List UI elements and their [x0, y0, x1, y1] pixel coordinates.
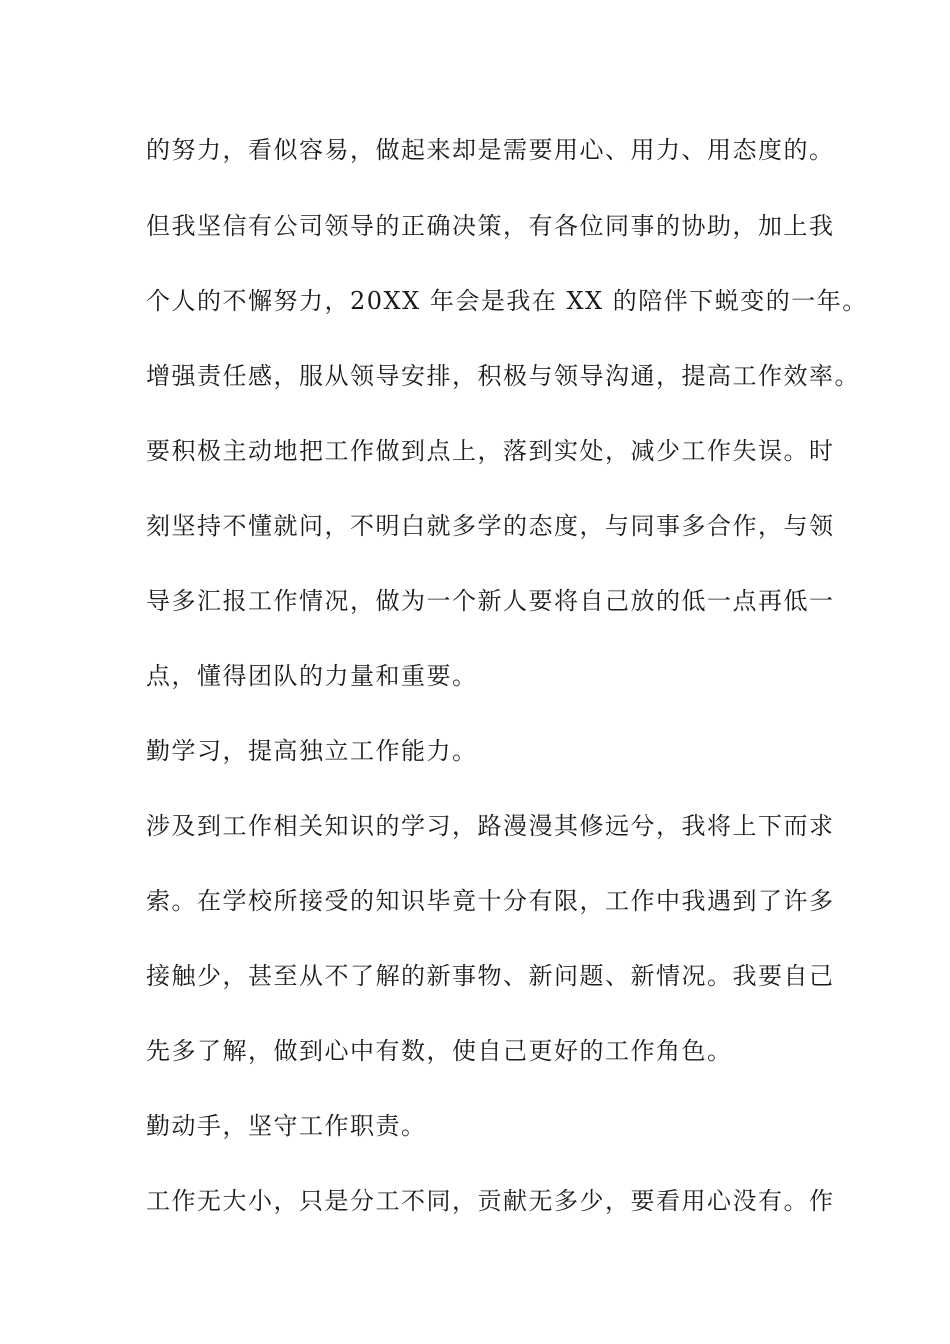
text-line: 增强责任感，服从领导安排，积极与领导沟通，提高工作效率。 [146, 362, 860, 390]
text-line: 但我坚信有公司领导的正确决策，有各位同事的协助，加上我 [146, 212, 835, 240]
text-line: 接触少，甚至从不了解的新事物、新问题、新情况。我要自己 [146, 962, 835, 990]
text-line: 工作无大小，只是分工不同，贡献无多少，要看用心没有。作 [146, 1187, 835, 1215]
text-line: 个人的不懈努力，20XX 年会是我在 XX 的陪伴下蜕变的一年。 [146, 287, 868, 315]
text-line: 刻坚持不懂就问，不明白就多学的态度，与同事多合作，与领 [146, 512, 835, 540]
text-line: 要积极主动地把工作做到点上，落到实处，减少工作失误。时 [146, 437, 835, 465]
text-line: 涉及到工作相关知识的学习，路漫漫其修远兮，我将上下而求 [146, 812, 835, 840]
section-heading: 勤动手，坚守工作职责。 [146, 1112, 427, 1140]
text-line: 导多汇报工作情况，做为一个新人要将自己放的低一点再低一 [146, 587, 835, 615]
section-heading: 勤学习，提高独立工作能力。 [146, 737, 478, 765]
text-line: 先多了解，做到心中有数，使自己更好的工作角色。 [146, 1037, 733, 1065]
text-line: 点，懂得团队的力量和重要。 [146, 662, 478, 690]
text-line: 索。在学校所接受的知识毕竟十分有限，工作中我遇到了许多 [146, 887, 835, 915]
text-line: 的努力，看似容易，做起来却是需要用心、用力、用态度的。 [146, 136, 835, 164]
